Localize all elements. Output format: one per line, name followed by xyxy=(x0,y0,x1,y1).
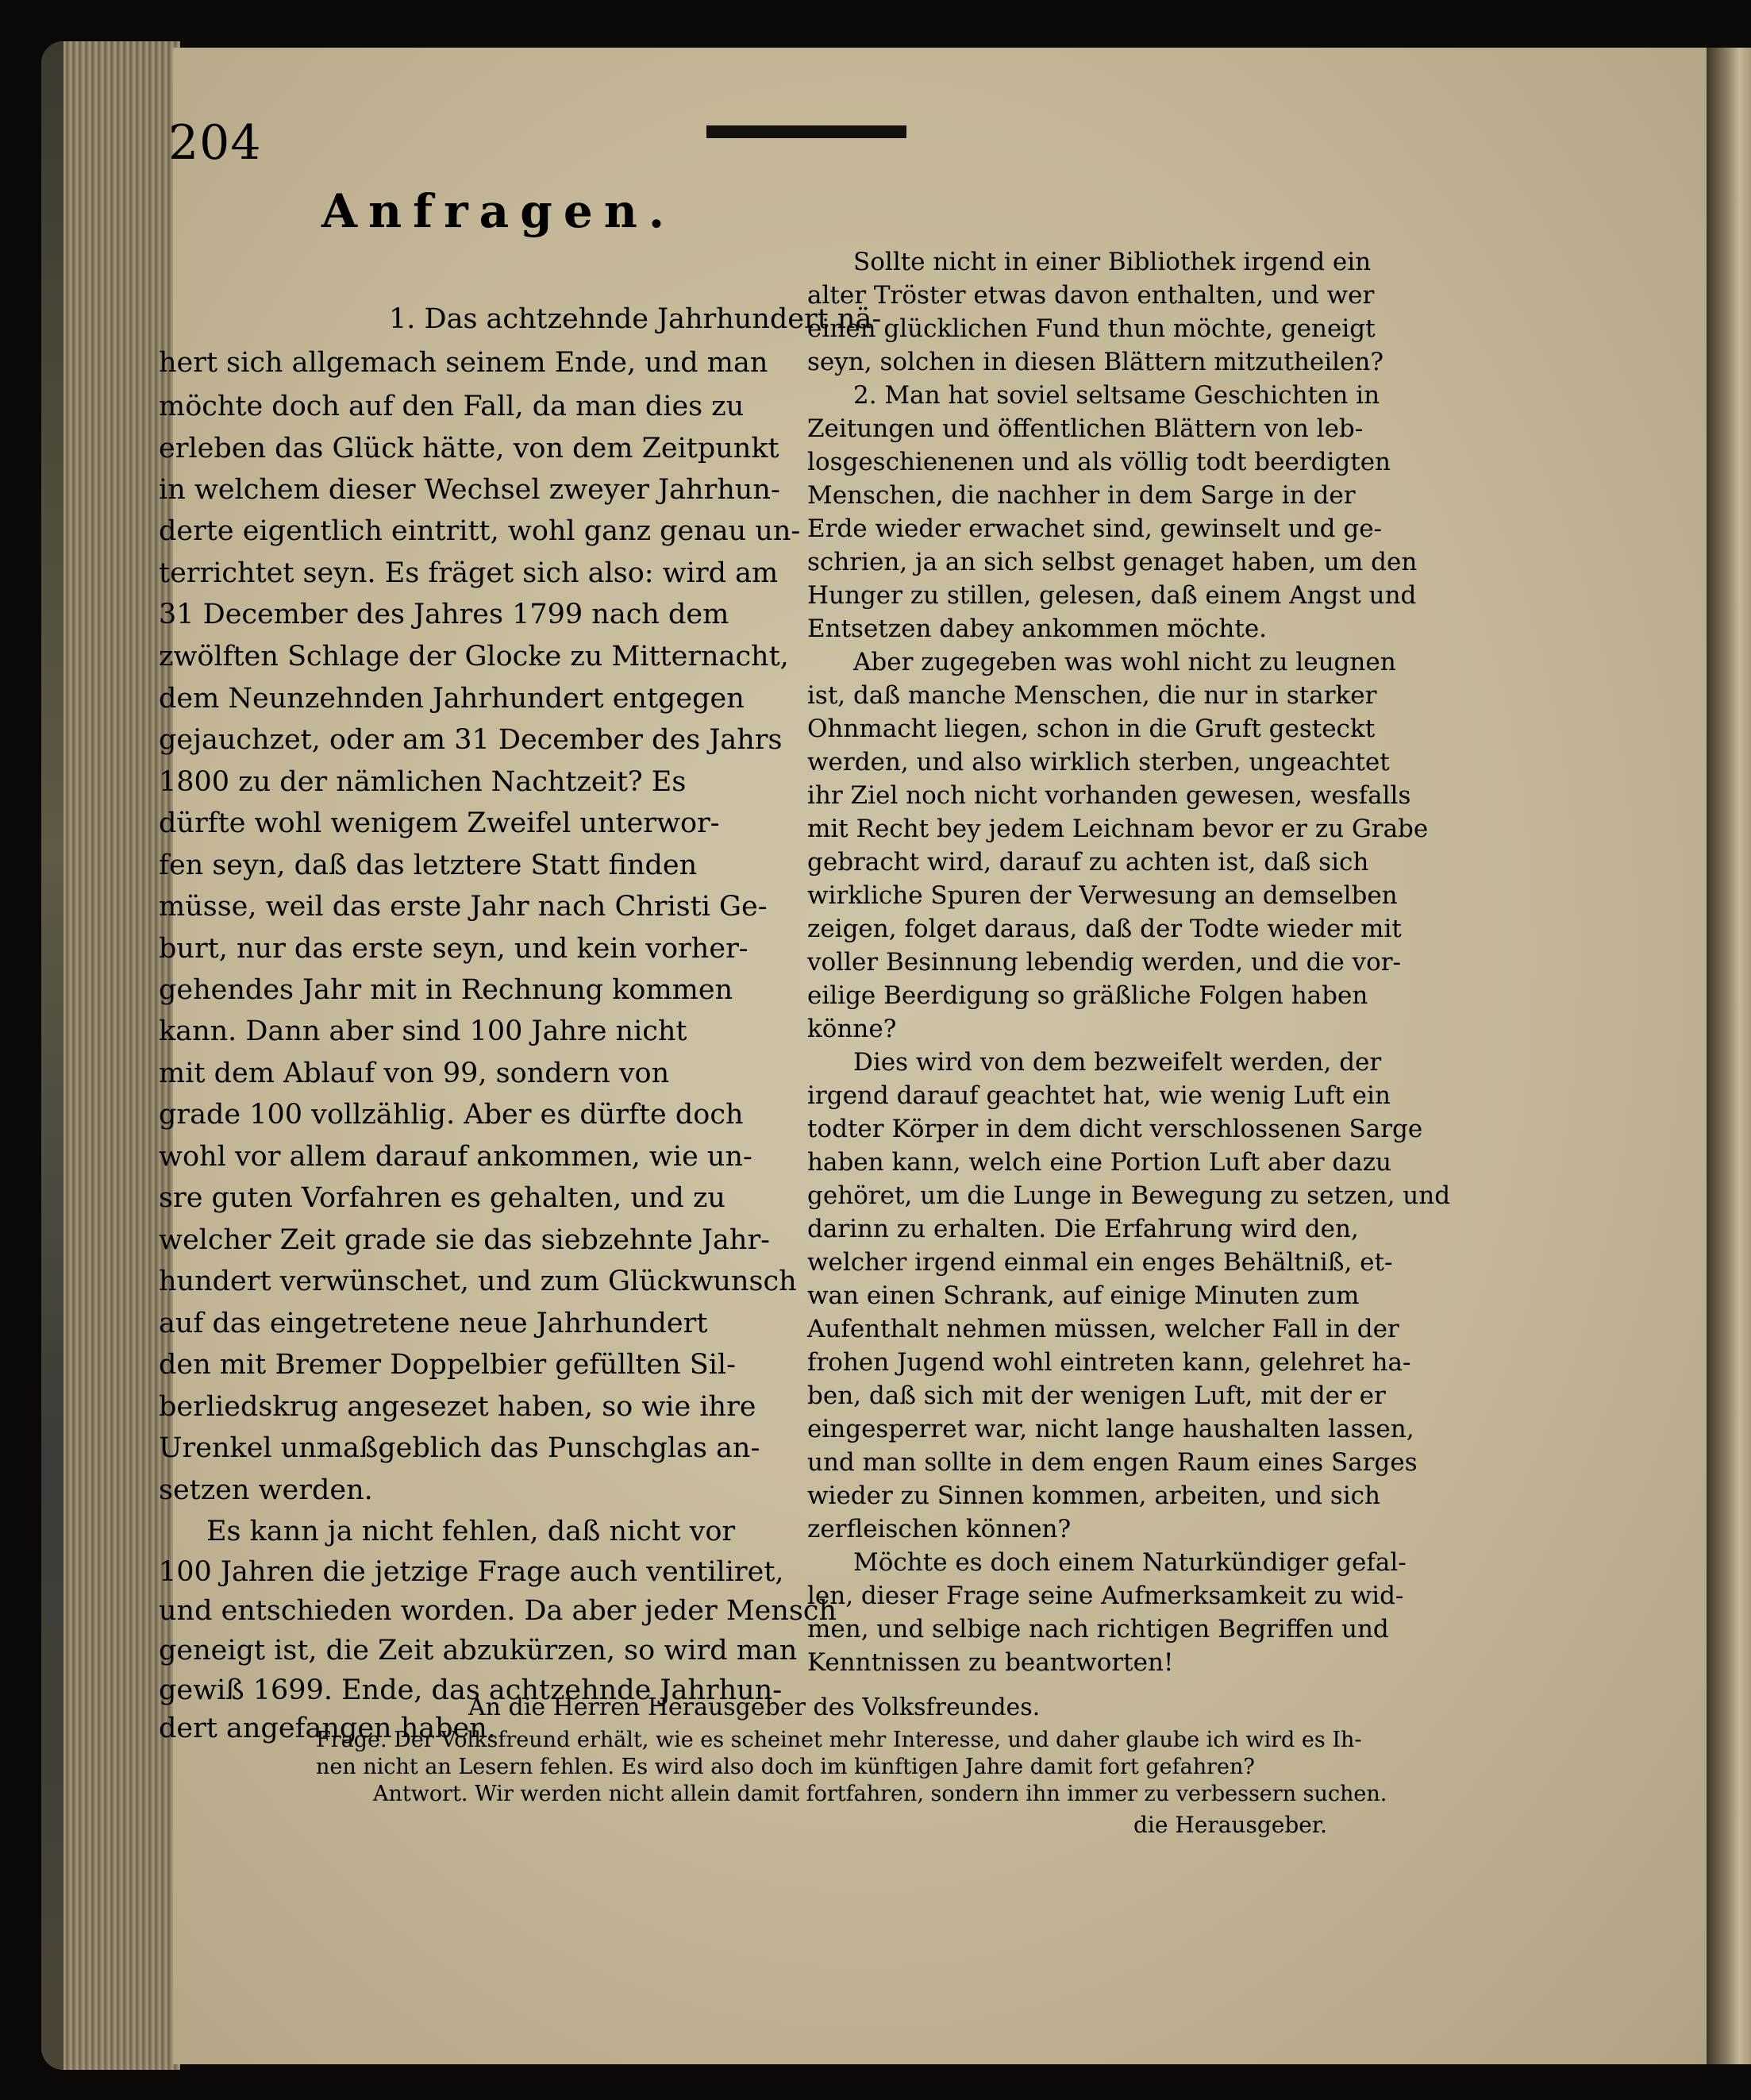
text-line: todter Körper in dem dicht verschlossenen Sarge xyxy=(807,1115,1423,1143)
text-line: Hunger zu stillen, gelesen, daß einem Angst und xyxy=(807,581,1417,610)
text-line: voller Besinnung lebendig werden, und die vor- xyxy=(807,948,1402,977)
text-line: ben, daß sich mit der wenigen Luft, mit der er xyxy=(807,1381,1386,1410)
text-line: len, dieser Frage seine Aufmerksamkeit zu wid- xyxy=(807,1582,1404,1610)
text-line: Ohnmacht liegen, schon in die Gruft gesteckt xyxy=(807,715,1376,743)
text-line: Sollte nicht in einer Bibliothek irgend ein xyxy=(853,248,1372,276)
text-line: grade 100 vollzählig. Aber es dürfte doch xyxy=(159,1099,744,1131)
text-line: einen glücklichen Fund thun möchte, geneigt xyxy=(807,314,1376,343)
text-line: Menschen, die nachher in dem Sarge in der xyxy=(807,481,1356,510)
text-line: losgeschienenen und als völlig todt beerdigten xyxy=(807,448,1391,476)
text-line: eingesperret war, nicht lange haushalten lassen, xyxy=(807,1415,1414,1443)
text-line: dert angefangen haben. xyxy=(159,1713,496,1744)
text-line: wieder zu Sinnen kommen, arbeiten, und sich xyxy=(807,1482,1380,1510)
notice-title: An die Herren Herausgeber des Volksfreundes. xyxy=(468,1693,1041,1721)
notice-line: Antwort. Wir werden nicht allein damit fortfahren, sondern ihn immer zu verbessern suchen. xyxy=(373,1782,1387,1806)
text-line: hert sich allgemach seinem Ende, und man xyxy=(159,347,768,379)
text-line: mit Recht bey jedem Leichnam bevor er zu Grabe xyxy=(807,815,1429,843)
text-line: dürfte wohl wenigem Zweifel unterwor- xyxy=(159,807,720,839)
text-line: Dies wird von dem bezweifelt werden, der xyxy=(853,1048,1382,1077)
text-line: fen seyn, daß das letztere Statt finden xyxy=(159,850,698,881)
text-line: werden, und also wirklich sterben, ungeachtet xyxy=(807,748,1390,776)
text-line: terrichtet seyn. Es fräget sich also: wird am xyxy=(159,557,779,589)
text-line: in welchem dieser Wechsel zweyer Jahrhun- xyxy=(159,474,780,506)
text-line: 31 December des Jahres 1799 nach dem xyxy=(159,599,729,630)
text-line: seyn, solchen in diesen Blättern mitzutheilen? xyxy=(807,348,1384,376)
notice-line: nen nicht an Lesern fehlen. Es wird also doch im künftigen Jahre damit fort gefahren? xyxy=(316,1755,1255,1779)
text-line: mit dem Ablauf von 99, sondern von xyxy=(159,1058,670,1089)
section-heading: Anfragen. xyxy=(321,184,676,238)
text-line: berliedskrug angesezet haben, so wie ihre xyxy=(159,1391,756,1423)
text-line: burt, nur das erste seyn, und kein vorher- xyxy=(159,933,749,965)
text-line: welcher irgend einmal ein enges Behältniß, et- xyxy=(807,1248,1393,1277)
text-line: schrien, ja an sich selbst genaget haben, um den xyxy=(807,548,1418,576)
text-line: wohl vor allem darauf ankommen, wie un- xyxy=(159,1141,752,1173)
text-line: 1. Das achtzehnde Jahrhundert nä- xyxy=(389,303,882,335)
page-number: 204 xyxy=(168,115,262,171)
text-line: wan einen Schrank, auf einige Minuten zum xyxy=(807,1281,1360,1310)
text-line: men, und selbige nach richtigen Begriffen und xyxy=(807,1615,1389,1643)
text-line: 1800 zu der nämlichen Nachtzeit? Es xyxy=(159,766,687,798)
text-line: 2. Man hat soviel seltsame Geschichten in xyxy=(853,381,1380,410)
text-line: setzen werden. xyxy=(159,1474,373,1506)
text-line: wirkliche Spuren der Verwesung an demselben xyxy=(807,881,1398,910)
text-line: gewiß 1699. Ende, das achtzehnde Jahrhun- xyxy=(159,1674,783,1706)
text-line: könne? xyxy=(807,1015,897,1043)
text-line: derte eigentlich eintritt, wohl ganz genau un- xyxy=(159,515,801,547)
text-line: zwölften Schlage der Glocke zu Mitternacht, xyxy=(159,641,789,672)
text-line: zerfleischen können? xyxy=(807,1515,1072,1543)
text-line: Kenntnissen zu beantworten! xyxy=(807,1648,1174,1677)
text-line: welcher Zeit grade sie das siebzehnte Jahr- xyxy=(159,1224,770,1256)
notice-signature: die Herausgeber. xyxy=(1133,1812,1328,1838)
notice-line: Frage. Der Volksfreund erhält, wie es scheinet mehr Interesse, und daher glaube ich wird es Ih- xyxy=(316,1728,1362,1752)
text-line: gebracht wird, darauf zu achten ist, daß sich xyxy=(807,848,1369,877)
text-line: dem Neunzehnden Jahrhundert entgegen xyxy=(159,683,745,715)
text-line: frohen Jugend wohl eintreten kann, gelehret ha- xyxy=(807,1348,1411,1377)
text-line: ihr Ziel noch nicht vorhanden gewesen, wesfalls xyxy=(807,781,1411,810)
text-line: gejauchzet, oder am 31 December des Jahrs xyxy=(159,724,783,756)
text-line: 100 Jahren die jetzige Frage auch ventiliret, xyxy=(159,1556,784,1588)
text-line: sre guten Vorfahren es gehalten, und zu xyxy=(159,1182,725,1214)
text-line: Möchte es doch einem Naturkündiger gefal- xyxy=(853,1548,1407,1577)
header-rule xyxy=(706,125,906,138)
text-line: Entsetzen dabey ankommen möchte. xyxy=(807,615,1268,643)
text-line: erleben das Glück hätte, von dem Zeitpunkt xyxy=(159,433,779,464)
text-line: Urenkel unmaßgeblich das Punschglas an- xyxy=(159,1432,760,1464)
text-line: Zeitungen und öffentlichen Blättern von leb- xyxy=(807,414,1364,443)
text-line: hundert verwünschet, und zum Glückwunsch xyxy=(159,1266,797,1297)
text-line: möchte doch auf den Fall, da man dies zu xyxy=(159,391,745,422)
text-line: und man sollte in dem engen Raum eines Sarges xyxy=(807,1448,1418,1477)
text-line: auf das eingetretene neue Jahrhundert xyxy=(159,1308,708,1339)
text-line: gehendes Jahr mit in Rechnung kommen xyxy=(159,974,733,1006)
book-page-edges xyxy=(41,41,180,2070)
text-line: eilige Beerdigung so gräßliche Folgen haben xyxy=(807,981,1368,1010)
text-line: geneigt ist, die Zeit abzukürzen, so wird man xyxy=(159,1635,798,1667)
text-line: und entschieden worden. Da aber jeder Mensch xyxy=(159,1595,837,1627)
text-line: Aufenthalt nehmen müssen, welcher Fall in der xyxy=(807,1315,1399,1343)
text-line: Erde wieder erwachet sind, gewinselt und ge- xyxy=(807,514,1383,543)
text-line: müsse, weil das erste Jahr nach Christi Ge- xyxy=(159,891,768,923)
text-line: alter Tröster etwas davon enthalten, und wer xyxy=(807,281,1375,310)
text-line: irgend darauf geachtet hat, wie wenig Luft ein xyxy=(807,1081,1391,1110)
text-line: gehöret, um die Lunge in Bewegung zu setzen, und xyxy=(807,1181,1451,1210)
book-gutter xyxy=(1707,48,1751,2064)
text-line: den mit Bremer Doppelbier gefüllten Sil- xyxy=(159,1349,736,1381)
text-line: Aber zugegeben was wohl nicht zu leugnen xyxy=(853,648,1396,676)
text-line: ist, daß manche Menschen, die nur in starker xyxy=(807,681,1377,710)
text-line: haben kann, welch eine Portion Luft aber dazu xyxy=(807,1148,1392,1177)
text-line: zeigen, folget daraus, daß der Todte wieder mit xyxy=(807,915,1402,943)
text-line: kann. Dann aber sind 100 Jahre nicht xyxy=(159,1015,687,1047)
text-line: Es kann ja nicht fehlen, daß nicht vor xyxy=(206,1516,736,1547)
text-line: darinn zu erhalten. Die Erfahrung wird den, xyxy=(807,1215,1359,1243)
